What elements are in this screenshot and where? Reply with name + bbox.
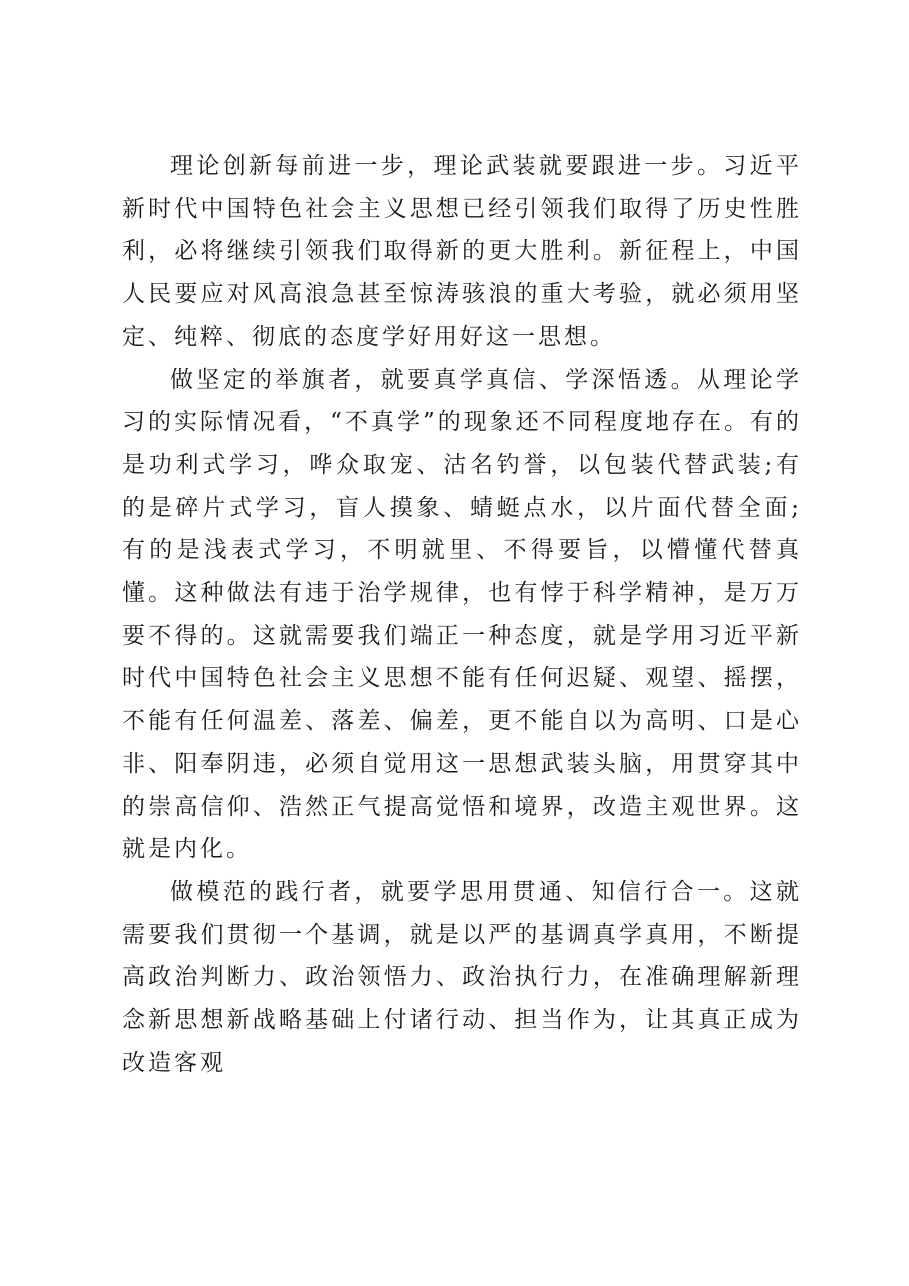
document-body bbox=[122, 145, 802, 1084]
paragraph-3: 做模范的践行者，就要学思用贯通、知信行合一。这就需要我们贯彻一个基调，就是以严的基调真学真用，不断提高政治判断力、政治领悟力、政治执行力，在准确理解新理念新思想新战略基础上付诸行动、担当作为，让其真正成为改造客观 bbox=[122, 878, 802, 1076]
paragraph-2: 做坚定的举旗者，就要真学真信、学深悟透。从理论学习的实际情况看，“不真学”的现象还不同程度地存在。有的是功利式学习，哗众取宠、沽名钓誉，以包装代替武装;有的是碎片式学习，盲人摸象、蜻蜓点水，以片面代替全面;有的是浅表式学习，不明就里、不得要旨，以懵懂代替真懂。这种做法有违于治学规律，也有悖于科学精神，是万万要不得的。这就需要我们端正一种态度，就是学用习近平新时代中国特色社会主义思想不能有任何迟疑、观望、摇摆，不能有任何温差、落差、偏差，更不能自以为高明、口是心非、阳奉阴违，必须自觉用这一思想武装头脑，用贯穿其中的崇高信仰、浩然正气提高觉悟和境界，改造主观世界。这就是内化。 bbox=[122, 366, 802, 863]
paragraph-1: 理论创新每前进一步，理论武装就要跟进一步。习近平新时代中国特色社会主义思想已经引领我们取得了历史性胜利，必将继续引领我们取得新的更大胜利。新征程上，中国人民要应对风高浪急甚至惊涛骇浪的重大考验，就必须用坚定、纯粹、彻底的态度学好用好这一思想。 bbox=[122, 153, 802, 350]
